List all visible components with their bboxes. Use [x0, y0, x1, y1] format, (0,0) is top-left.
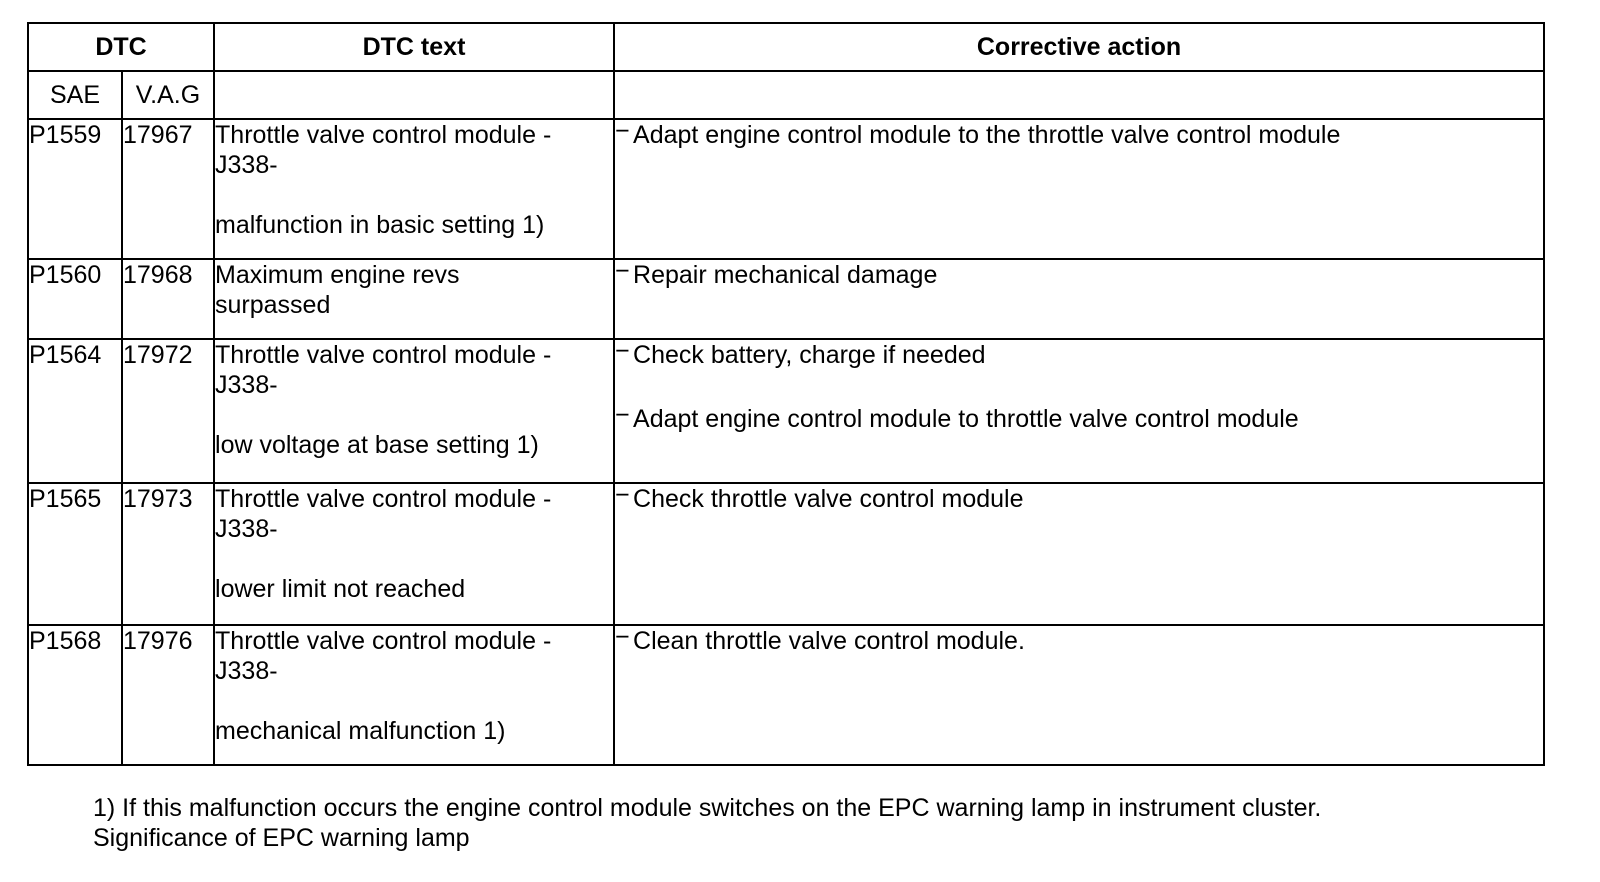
- dtc-table: [27, 22, 1545, 766]
- sae-code: P1564: [28, 339, 122, 483]
- action-text: Clean throttle valve control module.: [633, 627, 1025, 655]
- vag-code: 17968: [122, 259, 214, 339]
- action-text: Check throttle valve control module: [633, 485, 1024, 513]
- action-item: [615, 623, 1543, 656]
- footnote-link-epc[interactable]: Significance of EPC warning lamp: [93, 824, 470, 852]
- dtc-text-line: Maximum engine revs: [215, 261, 460, 289]
- dtc-text-line: lower limit not reached: [215, 575, 466, 603]
- dtc-text-line: malfunction in basic setting 1): [215, 211, 545, 239]
- corrective-action-cell: [614, 119, 1544, 259]
- corrective-action-cell: [614, 483, 1544, 625]
- dash-bullet: −: [615, 337, 630, 365]
- sae-code: P1560: [28, 259, 122, 339]
- sae-code: P1559: [28, 119, 122, 259]
- dtc-text-cell: [214, 483, 614, 625]
- table-row: [28, 625, 1544, 765]
- dtc-text-line: J338-: [215, 657, 278, 685]
- dash-bullet: −: [615, 117, 630, 145]
- dtc-text-line: Throttle valve control module -: [215, 627, 552, 655]
- dtc-text-line: J338-: [215, 515, 278, 543]
- header-empty-text: [214, 71, 614, 119]
- action-item: [615, 117, 1543, 150]
- dtc-text-line: surpassed: [215, 291, 331, 319]
- action-text: Adapt engine control module to the throttle valve control module: [633, 121, 1341, 149]
- vag-code: 17973: [122, 483, 214, 625]
- dtc-text-line: Throttle valve control module -: [215, 121, 552, 149]
- header-vag: V.A.G: [122, 71, 214, 119]
- dtc-text-cell: [214, 259, 614, 339]
- action-text: Adapt engine control module to throttle valve control module: [633, 405, 1299, 433]
- dtc-text-line: Throttle valve control module -: [215, 341, 552, 369]
- header-corrective-action: Corrective action: [614, 23, 1544, 71]
- dash-bullet: −: [615, 481, 630, 509]
- table-row: [28, 259, 1544, 339]
- footnote: [93, 793, 1321, 853]
- dtc-text-cell: [214, 119, 614, 259]
- vag-code: 17972: [122, 339, 214, 483]
- sae-code: P1565: [28, 483, 122, 625]
- footnote-line: 1) If this malfunction occurs the engine control module switches on the EPC warning lamp in instrument cluster.: [93, 794, 1322, 822]
- header-dtc: DTC: [28, 23, 214, 71]
- header-row: [28, 23, 1544, 71]
- dtc-text-line: J338-: [215, 151, 278, 179]
- table-row: [28, 339, 1544, 483]
- dtc-text-line: J338-: [215, 371, 278, 399]
- vag-code: 17967: [122, 119, 214, 259]
- dtc-text-line: mechanical malfunction 1): [215, 717, 506, 745]
- subheader-row: [28, 71, 1544, 119]
- corrective-action-cell: [614, 625, 1544, 765]
- dash-bullet: −: [615, 257, 630, 285]
- action-item: [615, 481, 1543, 514]
- action-item: [615, 257, 1543, 290]
- dtc-text-line: Throttle valve control module -: [215, 485, 552, 513]
- action-item: [615, 337, 1543, 370]
- action-text: Check battery, charge if needed: [633, 341, 986, 369]
- sae-code: P1568: [28, 625, 122, 765]
- dtc-text-cell: [214, 339, 614, 483]
- corrective-action-cell: [614, 339, 1544, 483]
- header-empty-action: [614, 71, 1544, 119]
- dtc-text-line: low voltage at base setting 1): [215, 431, 539, 459]
- header-dtc-text: DTC text: [214, 23, 614, 71]
- action-item: [615, 401, 1543, 434]
- action-text: Repair mechanical damage: [633, 261, 938, 289]
- corrective-action-cell: [614, 259, 1544, 339]
- table-row: [28, 119, 1544, 259]
- dash-bullet: −: [615, 623, 630, 651]
- header-sae: SAE: [28, 71, 122, 119]
- vag-code: 17976: [122, 625, 214, 765]
- table-row: [28, 483, 1544, 625]
- dtc-text-cell: [214, 625, 614, 765]
- dash-bullet: −: [615, 401, 630, 429]
